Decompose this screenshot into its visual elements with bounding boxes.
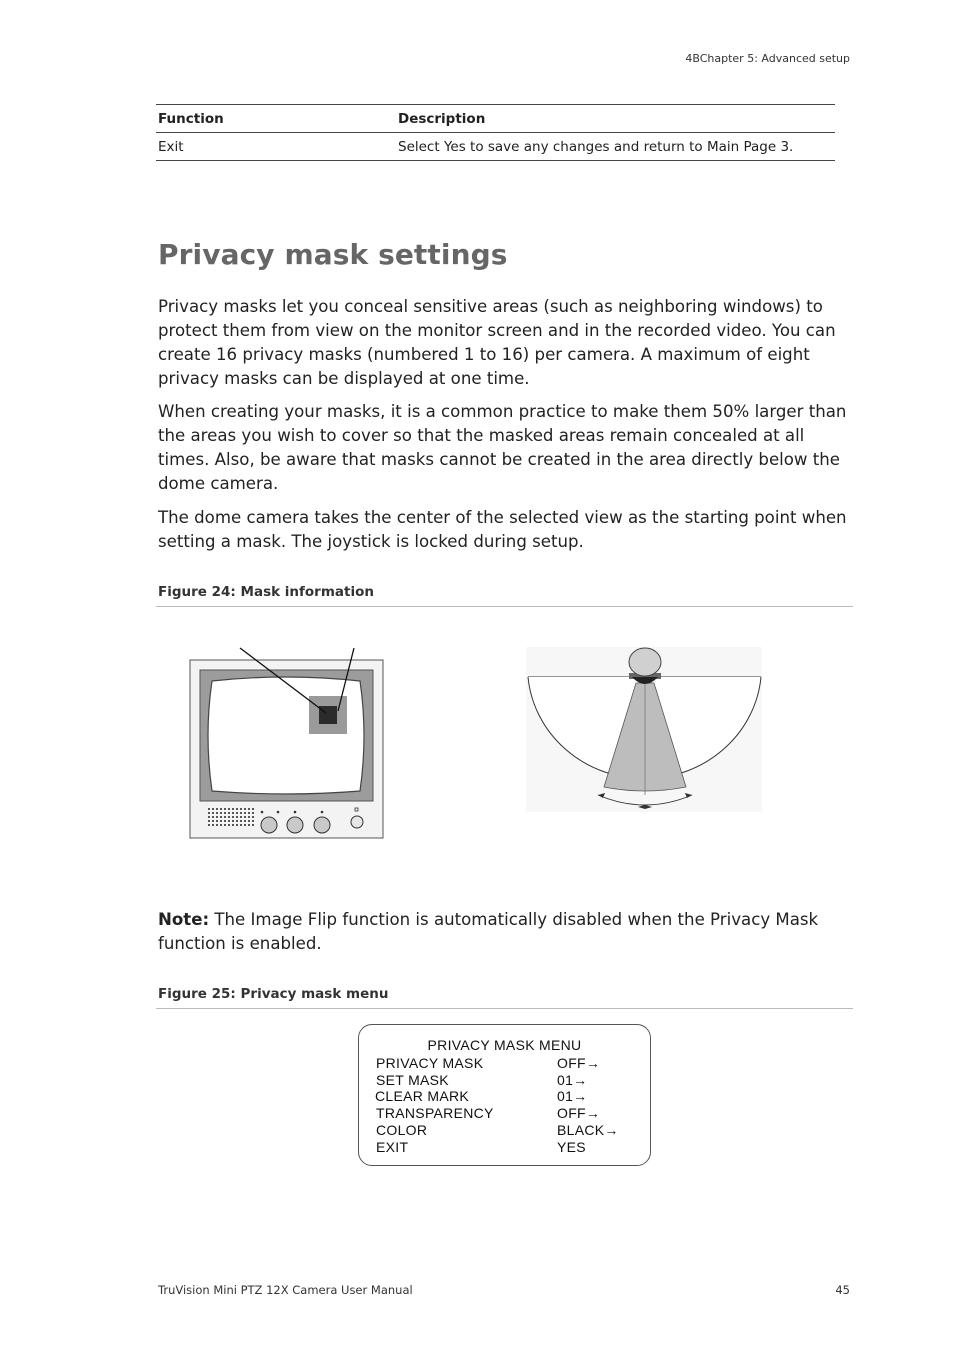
- function-cell: Exit: [156, 133, 396, 161]
- menu-item-value: 01→: [557, 1088, 588, 1104]
- paragraph-size-tip: When creating your masks, it is a common practice to make them 50% larger than the areas you wish to cover so that the masked areas remain concealed at all times. Also, be aware that masks cannot be created in the area directly below the dome camera.: [158, 402, 847, 493]
- table-row: [156, 133, 835, 161]
- menu-item-exit: [376, 1139, 636, 1156]
- note-text: The Image Flip function is automatically disabled when the Privacy Mask function is enabled.: [158, 910, 819, 953]
- footer-manual-title: TruVision Mini PTZ 12X Camera User Manual: [158, 1283, 413, 1297]
- section-title: Privacy mask settings: [158, 238, 508, 271]
- paragraph-center-view: The dome camera takes the center of the selected view as the starting point when setting a mask. The joystick is locked during setup.: [158, 508, 847, 551]
- figure-25-caption: Figure 25: Privacy mask menu: [158, 986, 389, 1002]
- menu-item-transparency: [376, 1105, 636, 1122]
- monitor-illustration: [188, 645, 388, 843]
- dome-camera-illustration: [524, 645, 766, 815]
- paragraph-intro: Privacy masks let you conceal sensitive areas (such as neighboring windows) to protect them from view on the monitor screen and in the recorded video. You can create 16 privacy masks (numbered 1 to 16) per camera. A maximum of eight privacy masks can be displayed at one time.: [158, 297, 836, 388]
- menu-item-privacy-mask: [376, 1055, 636, 1072]
- menu-item-label: PRIVACY MASK: [376, 1055, 484, 1071]
- menu-item-value: BLACK→: [557, 1122, 619, 1138]
- menu-item-label: COLOR: [376, 1122, 428, 1138]
- figure-25-rule: [156, 1008, 853, 1009]
- footer-page-number: 45: [835, 1283, 850, 1297]
- menu-item-label: TRANSPARENCY: [376, 1105, 494, 1121]
- function-table: [156, 104, 835, 161]
- menu-item-label: EXIT: [376, 1139, 409, 1155]
- menu-item-color: [376, 1122, 636, 1139]
- menu-item-set-mask: [376, 1072, 636, 1089]
- note-label: Note:: [158, 910, 210, 929]
- menu-item-value: YES: [557, 1139, 586, 1155]
- menu-item-value: 01→: [557, 1072, 588, 1088]
- menu-title: [359, 1037, 650, 1053]
- menu-item-clear-mark: [376, 1088, 636, 1105]
- description-cell: Select Yes to save any changes and return to Main Page 3.: [396, 133, 835, 161]
- column-header-description: Description: [396, 105, 835, 133]
- privacy-mask-menu: [358, 1024, 651, 1166]
- dome-camera-icon: [629, 648, 661, 676]
- note-paragraph: [158, 908, 858, 956]
- menu-item-label: CLEAR MARK: [375, 1088, 470, 1104]
- mask-inner-area: [319, 706, 337, 724]
- menu-title-text: PRIVACY MASK MENU: [427, 1037, 582, 1053]
- menu-item-value: OFF→: [557, 1055, 601, 1071]
- menu-item-value: OFF→: [557, 1105, 601, 1121]
- column-header-function: Function: [156, 105, 396, 133]
- figure-24-rule: [156, 606, 853, 607]
- figure-24-caption: Figure 24: Mask information: [158, 584, 374, 600]
- running-header: 4BChapter 5: Advanced setup: [685, 52, 850, 65]
- menu-item-label: SET MASK: [376, 1072, 449, 1088]
